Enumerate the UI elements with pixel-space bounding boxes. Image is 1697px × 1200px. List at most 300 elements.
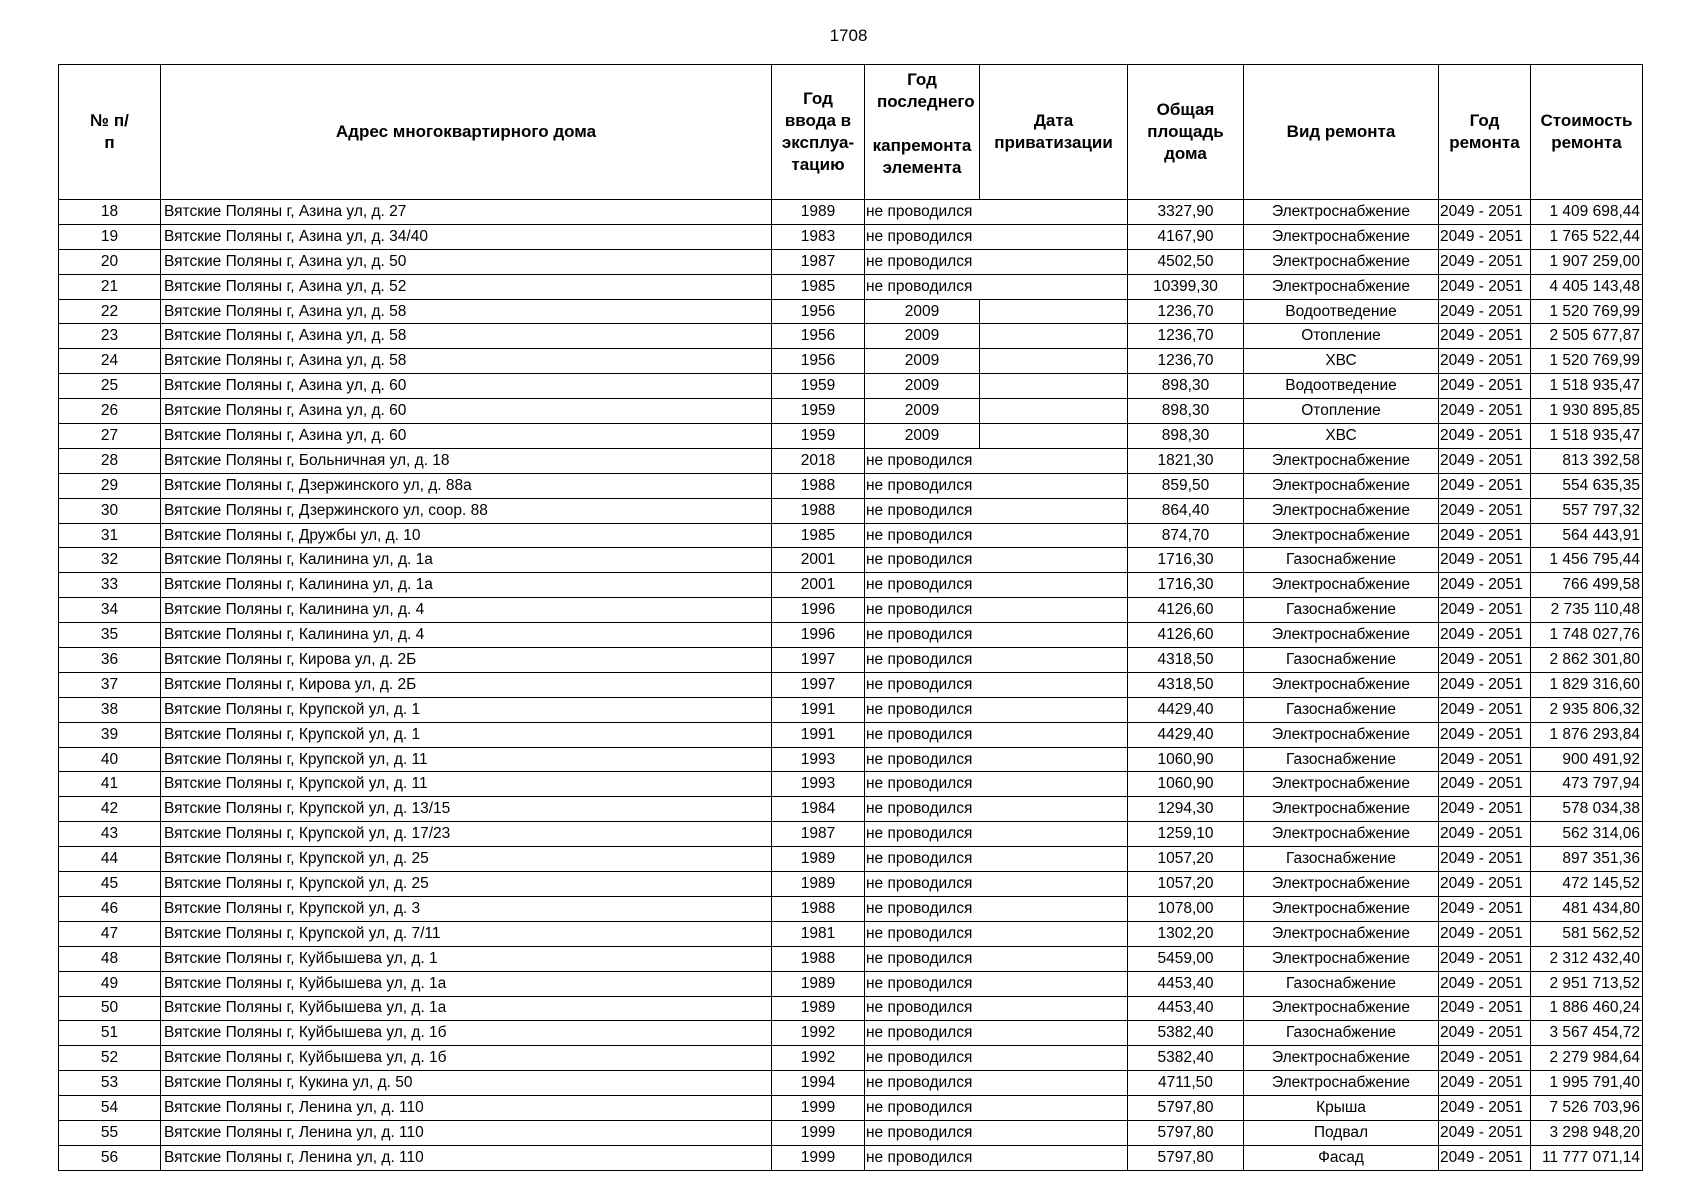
row-number: 25 xyxy=(59,374,161,399)
table-row xyxy=(59,424,1643,449)
row-privatization xyxy=(980,548,1128,573)
row-repair-year: 2049 - 2051 xyxy=(1439,448,1531,473)
row-privatization xyxy=(980,747,1128,772)
header-last-capital-repair xyxy=(865,65,980,200)
header-privatization: Дата приватизации xyxy=(980,65,1128,200)
row-year-built: 2001 xyxy=(772,548,865,573)
row-privatization xyxy=(980,872,1128,897)
row-address: Вятские Поляны г, Ленина ул, д. 110 xyxy=(161,1096,772,1121)
row-address: Вятские Поляны г, Кирова ул, д. 2Б xyxy=(161,672,772,697)
row-repair-year: 2049 - 2051 xyxy=(1439,772,1531,797)
row-repair-type: ХВС xyxy=(1244,349,1439,374)
table-row xyxy=(59,996,1643,1021)
row-number: 31 xyxy=(59,523,161,548)
row-repair-year: 2049 - 2051 xyxy=(1439,996,1531,1021)
row-number: 29 xyxy=(59,473,161,498)
row-privatization xyxy=(980,200,1128,225)
row-area: 4429,40 xyxy=(1128,697,1244,722)
row-cost: 897 351,36 xyxy=(1531,847,1643,872)
table-row xyxy=(59,299,1643,324)
table-row xyxy=(59,747,1643,772)
row-address: Вятские Поляны г, Крупской ул, д. 1 xyxy=(161,697,772,722)
row-privatization xyxy=(980,847,1128,872)
row-year-built: 1989 xyxy=(772,996,865,1021)
table-row xyxy=(59,249,1643,274)
row-cost: 3 298 948,20 xyxy=(1531,1120,1643,1145)
table-row xyxy=(59,946,1643,971)
row-number: 18 xyxy=(59,200,161,225)
row-privatization xyxy=(980,1145,1128,1170)
row-repair-type: Электроснабжение xyxy=(1244,996,1439,1021)
row-repair-type: Газоснабжение xyxy=(1244,697,1439,722)
row-privatization xyxy=(980,573,1128,598)
table-row xyxy=(59,374,1643,399)
row-last-cap: не проводился xyxy=(865,797,980,822)
row-repair-year: 2049 - 2051 xyxy=(1439,623,1531,648)
row-privatization xyxy=(980,896,1128,921)
row-area: 5459,00 xyxy=(1128,946,1244,971)
row-last-cap: не проводился xyxy=(865,498,980,523)
row-last-cap: не проводился xyxy=(865,573,980,598)
row-year-built: 1956 xyxy=(772,324,865,349)
table-row xyxy=(59,1021,1643,1046)
row-last-cap: не проводился xyxy=(865,921,980,946)
table-row xyxy=(59,598,1643,623)
row-year-built: 1959 xyxy=(772,374,865,399)
table-row xyxy=(59,672,1643,697)
row-cost: 813 392,58 xyxy=(1531,448,1643,473)
table-row xyxy=(59,448,1643,473)
row-repair-type: Электроснабжение xyxy=(1244,672,1439,697)
row-area: 898,30 xyxy=(1128,399,1244,424)
row-privatization xyxy=(980,523,1128,548)
row-privatization xyxy=(980,1046,1128,1071)
row-address: Вятские Поляны г, Кирова ул, д. 2Б xyxy=(161,648,772,673)
row-number: 45 xyxy=(59,872,161,897)
row-repair-type: Отопление xyxy=(1244,399,1439,424)
row-area: 1057,20 xyxy=(1128,872,1244,897)
row-number: 52 xyxy=(59,1046,161,1071)
row-privatization xyxy=(980,224,1128,249)
row-year-built: 2018 xyxy=(772,448,865,473)
row-year-built: 1985 xyxy=(772,523,865,548)
row-last-cap: не проводился xyxy=(865,249,980,274)
row-address: Вятские Поляны г, Калинина ул, д. 1а xyxy=(161,548,772,573)
row-repair-year: 2049 - 2051 xyxy=(1439,872,1531,897)
row-repair-year: 2049 - 2051 xyxy=(1439,424,1531,449)
row-area: 1716,30 xyxy=(1128,548,1244,573)
row-area: 3327,90 xyxy=(1128,200,1244,225)
row-area: 1236,70 xyxy=(1128,299,1244,324)
row-address: Вятские Поляны г, Азина ул, д. 34/40 xyxy=(161,224,772,249)
header-repair-year: Год ремонта xyxy=(1439,65,1531,200)
table-row xyxy=(59,772,1643,797)
row-cost: 578 034,38 xyxy=(1531,797,1643,822)
row-address: Вятские Поляны г, Азина ул, д. 60 xyxy=(161,399,772,424)
row-privatization xyxy=(980,921,1128,946)
row-year-built: 1989 xyxy=(772,847,865,872)
row-cost: 1 995 791,40 xyxy=(1531,1071,1643,1096)
row-area: 5797,80 xyxy=(1128,1096,1244,1121)
row-cost: 1 930 895,85 xyxy=(1531,399,1643,424)
row-repair-year: 2049 - 2051 xyxy=(1439,324,1531,349)
row-cost: 766 499,58 xyxy=(1531,573,1643,598)
row-year-built: 1996 xyxy=(772,598,865,623)
row-repair-year: 2049 - 2051 xyxy=(1439,697,1531,722)
table-row xyxy=(59,224,1643,249)
row-area: 10399,30 xyxy=(1128,274,1244,299)
row-repair-type: Электроснабжение xyxy=(1244,573,1439,598)
row-repair-year: 2049 - 2051 xyxy=(1439,200,1531,225)
table-row xyxy=(59,1046,1643,1071)
row-privatization xyxy=(980,648,1128,673)
row-privatization xyxy=(980,971,1128,996)
row-privatization xyxy=(980,448,1128,473)
row-cost: 1 886 460,24 xyxy=(1531,996,1643,1021)
row-address: Вятские Поляны г, Крупской ул, д. 11 xyxy=(161,747,772,772)
row-cost: 1 829 316,60 xyxy=(1531,672,1643,697)
row-address: Вятские Поляны г, Дзержинского ул, соор. 88 xyxy=(161,498,772,523)
row-cost: 900 491,92 xyxy=(1531,747,1643,772)
row-repair-year: 2049 - 2051 xyxy=(1439,498,1531,523)
row-year-built: 1999 xyxy=(772,1096,865,1121)
row-repair-year: 2049 - 2051 xyxy=(1439,1145,1531,1170)
table-row xyxy=(59,847,1643,872)
row-repair-year: 2049 - 2051 xyxy=(1439,374,1531,399)
row-repair-year: 2049 - 2051 xyxy=(1439,573,1531,598)
row-number: 46 xyxy=(59,896,161,921)
row-cost: 1 456 795,44 xyxy=(1531,548,1643,573)
row-repair-type: Газоснабжение xyxy=(1244,598,1439,623)
row-privatization xyxy=(980,797,1128,822)
row-repair-year: 2049 - 2051 xyxy=(1439,299,1531,324)
row-privatization xyxy=(980,274,1128,299)
row-year-built: 1992 xyxy=(772,1021,865,1046)
table-row xyxy=(59,797,1643,822)
row-repair-year: 2049 - 2051 xyxy=(1439,473,1531,498)
table-row xyxy=(59,896,1643,921)
row-area: 1716,30 xyxy=(1128,573,1244,598)
header-num: № п/п xyxy=(59,65,161,200)
header-year-built: Год ввода в эксплуа-тацию xyxy=(772,65,865,200)
row-year-built: 1985 xyxy=(772,274,865,299)
row-privatization xyxy=(980,374,1128,399)
row-year-built: 1988 xyxy=(772,946,865,971)
row-address: Вятские Поляны г, Кукина ул, д. 50 xyxy=(161,1071,772,1096)
row-last-cap: не проводился xyxy=(865,224,980,249)
row-number: 32 xyxy=(59,548,161,573)
row-last-cap: не проводился xyxy=(865,822,980,847)
row-number: 24 xyxy=(59,349,161,374)
row-privatization xyxy=(980,623,1128,648)
row-privatization xyxy=(980,772,1128,797)
row-cost: 2 505 677,87 xyxy=(1531,324,1643,349)
row-privatization xyxy=(980,722,1128,747)
row-year-built: 1988 xyxy=(772,896,865,921)
row-cost: 1 765 522,44 xyxy=(1531,224,1643,249)
row-repair-year: 2049 - 2051 xyxy=(1439,274,1531,299)
row-year-built: 1956 xyxy=(772,349,865,374)
row-repair-year: 2049 - 2051 xyxy=(1439,921,1531,946)
row-number: 30 xyxy=(59,498,161,523)
row-number: 36 xyxy=(59,648,161,673)
row-area: 4318,50 xyxy=(1128,672,1244,697)
row-repair-year: 2049 - 2051 xyxy=(1439,1071,1531,1096)
header-area: Общая площадь дома xyxy=(1128,65,1244,200)
row-privatization xyxy=(980,996,1128,1021)
table-row xyxy=(59,1071,1643,1096)
row-area: 1236,70 xyxy=(1128,349,1244,374)
row-privatization xyxy=(980,697,1128,722)
row-repair-year: 2049 - 2051 xyxy=(1439,1120,1531,1145)
row-number: 44 xyxy=(59,847,161,872)
row-address: Вятские Поляны г, Азина ул, д. 58 xyxy=(161,299,772,324)
row-number: 20 xyxy=(59,249,161,274)
row-cost: 1 520 769,99 xyxy=(1531,349,1643,374)
row-repair-type: Электроснабжение xyxy=(1244,772,1439,797)
row-repair-year: 2049 - 2051 xyxy=(1439,598,1531,623)
row-privatization xyxy=(980,1096,1128,1121)
row-address: Вятские Поляны г, Азина ул, д. 58 xyxy=(161,324,772,349)
row-repair-year: 2049 - 2051 xyxy=(1439,747,1531,772)
row-area: 1259,10 xyxy=(1128,822,1244,847)
row-address: Вятские Поляны г, Крупской ул, д. 13/15 xyxy=(161,797,772,822)
row-address: Вятские Поляны г, Крупской ул, д. 3 xyxy=(161,896,772,921)
repair-table xyxy=(58,64,1643,1171)
table-row xyxy=(59,648,1643,673)
row-area: 898,30 xyxy=(1128,374,1244,399)
row-repair-type: ХВС xyxy=(1244,424,1439,449)
row-number: 21 xyxy=(59,274,161,299)
row-number: 49 xyxy=(59,971,161,996)
table-row xyxy=(59,822,1643,847)
row-repair-type: Электроснабжение xyxy=(1244,249,1439,274)
row-repair-type: Газоснабжение xyxy=(1244,847,1439,872)
table-body xyxy=(59,200,1643,1171)
row-area: 864,40 xyxy=(1128,498,1244,523)
header-address: Адрес многоквартирного дома xyxy=(161,65,772,200)
row-last-cap: не проводился xyxy=(865,274,980,299)
row-year-built: 1987 xyxy=(772,249,865,274)
table-row xyxy=(59,971,1643,996)
row-area: 898,30 xyxy=(1128,424,1244,449)
row-address: Вятские Поляны г, Куйбышева ул, д. 1а xyxy=(161,971,772,996)
row-last-cap: 2009 xyxy=(865,424,980,449)
table-row xyxy=(59,498,1643,523)
row-repair-type: Электроснабжение xyxy=(1244,498,1439,523)
row-address: Вятские Поляны г, Азина ул, д. 60 xyxy=(161,424,772,449)
row-number: 38 xyxy=(59,697,161,722)
row-repair-type: Электроснабжение xyxy=(1244,822,1439,847)
row-year-built: 1987 xyxy=(772,822,865,847)
row-address: Вятские Поляны г, Крупской ул, д. 11 xyxy=(161,772,772,797)
row-address: Вятские Поляны г, Крупской ул, д. 25 xyxy=(161,847,772,872)
row-area: 5382,40 xyxy=(1128,1046,1244,1071)
row-year-built: 1989 xyxy=(772,200,865,225)
row-repair-type: Электроснабжение xyxy=(1244,722,1439,747)
row-last-cap: не проводился xyxy=(865,523,980,548)
row-privatization xyxy=(980,822,1128,847)
row-last-cap: 2009 xyxy=(865,399,980,424)
row-repair-type: Электроснабжение xyxy=(1244,623,1439,648)
row-last-cap: не проводился xyxy=(865,623,980,648)
row-year-built: 2001 xyxy=(772,573,865,598)
row-address: Вятские Поляны г, Больничная ул, д. 18 xyxy=(161,448,772,473)
row-number: 40 xyxy=(59,747,161,772)
row-number: 51 xyxy=(59,1021,161,1046)
row-last-cap: не проводился xyxy=(865,672,980,697)
row-number: 27 xyxy=(59,424,161,449)
row-year-built: 1994 xyxy=(772,1071,865,1096)
row-address: Вятские Поляны г, Крупской ул, д. 7/11 xyxy=(161,921,772,946)
row-address: Вятские Поляны г, Калинина ул, д. 4 xyxy=(161,623,772,648)
row-area: 4126,60 xyxy=(1128,598,1244,623)
row-repair-year: 2049 - 2051 xyxy=(1439,971,1531,996)
table-row xyxy=(59,523,1643,548)
row-number: 34 xyxy=(59,598,161,623)
row-repair-type: Электроснабжение xyxy=(1244,872,1439,897)
row-privatization xyxy=(980,672,1128,697)
row-cost: 7 526 703,96 xyxy=(1531,1096,1643,1121)
row-area: 1294,30 xyxy=(1128,797,1244,822)
row-last-cap: не проводился xyxy=(865,473,980,498)
row-year-built: 1959 xyxy=(772,399,865,424)
row-cost: 1 907 259,00 xyxy=(1531,249,1643,274)
row-number: 26 xyxy=(59,399,161,424)
row-area: 4502,50 xyxy=(1128,249,1244,274)
row-area: 1236,70 xyxy=(1128,324,1244,349)
row-repair-type: Отопление xyxy=(1244,324,1439,349)
row-privatization xyxy=(980,399,1128,424)
row-address: Вятские Поляны г, Крупской ул, д. 1 xyxy=(161,722,772,747)
row-area: 874,70 xyxy=(1128,523,1244,548)
row-address: Вятские Поляны г, Азина ул, д. 27 xyxy=(161,200,772,225)
row-address: Вятские Поляны г, Крупской ул, д. 17/23 xyxy=(161,822,772,847)
table-header xyxy=(59,65,1643,200)
row-number: 53 xyxy=(59,1071,161,1096)
row-privatization xyxy=(980,249,1128,274)
row-repair-type: Электроснабжение xyxy=(1244,523,1439,548)
row-privatization xyxy=(980,424,1128,449)
row-last-cap: не проводился xyxy=(865,448,980,473)
row-area: 1821,30 xyxy=(1128,448,1244,473)
row-repair-type: Газоснабжение xyxy=(1244,548,1439,573)
row-repair-year: 2049 - 2051 xyxy=(1439,1046,1531,1071)
row-area: 4429,40 xyxy=(1128,722,1244,747)
row-last-cap: не проводился xyxy=(865,648,980,673)
row-number: 55 xyxy=(59,1120,161,1145)
header-cost: Стоимость ремонта xyxy=(1531,65,1643,200)
row-number: 37 xyxy=(59,672,161,697)
row-repair-type: Электроснабжение xyxy=(1244,797,1439,822)
row-address: Вятские Поляны г, Дзержинского ул, д. 88а xyxy=(161,473,772,498)
row-privatization xyxy=(980,946,1128,971)
table-row xyxy=(59,324,1643,349)
row-last-cap: 2009 xyxy=(865,349,980,374)
row-last-cap: не проводился xyxy=(865,872,980,897)
row-year-built: 1993 xyxy=(772,747,865,772)
row-repair-type: Электроснабжение xyxy=(1244,1046,1439,1071)
row-last-cap: 2009 xyxy=(865,299,980,324)
row-repair-type: Крыша xyxy=(1244,1096,1439,1121)
row-year-built: 1981 xyxy=(772,921,865,946)
row-last-cap: не проводился xyxy=(865,1145,980,1170)
row-address: Вятские Поляны г, Калинина ул, д. 1а xyxy=(161,573,772,598)
row-repair-type: Электроснабжение xyxy=(1244,274,1439,299)
row-repair-year: 2049 - 2051 xyxy=(1439,1096,1531,1121)
table-row xyxy=(59,1096,1643,1121)
table-row xyxy=(59,872,1643,897)
row-address: Вятские Поляны г, Куйбышева ул, д. 1б xyxy=(161,1046,772,1071)
row-area: 1078,00 xyxy=(1128,896,1244,921)
row-cost: 481 434,80 xyxy=(1531,896,1643,921)
row-repair-type: Электроснабжение xyxy=(1244,1071,1439,1096)
table-row xyxy=(59,573,1643,598)
row-last-cap: не проводился xyxy=(865,971,980,996)
row-repair-year: 2049 - 2051 xyxy=(1439,1021,1531,1046)
header-last-cap-top: Год последнего xyxy=(877,70,975,111)
row-number: 19 xyxy=(59,224,161,249)
row-privatization xyxy=(980,1021,1128,1046)
row-repair-year: 2049 - 2051 xyxy=(1439,672,1531,697)
row-repair-type: Электроснабжение xyxy=(1244,473,1439,498)
row-year-built: 1996 xyxy=(772,623,865,648)
row-year-built: 1993 xyxy=(772,772,865,797)
row-repair-type: Газоснабжение xyxy=(1244,648,1439,673)
row-number: 47 xyxy=(59,921,161,946)
row-year-built: 1999 xyxy=(772,1145,865,1170)
row-area: 1060,90 xyxy=(1128,747,1244,772)
row-repair-type: Водоотведение xyxy=(1244,374,1439,399)
table-row xyxy=(59,548,1643,573)
header-last-cap-bottom: капремонта элемента xyxy=(872,136,972,177)
row-privatization xyxy=(980,473,1128,498)
row-number: 23 xyxy=(59,324,161,349)
row-last-cap: не проводился xyxy=(865,722,980,747)
row-cost: 472 145,52 xyxy=(1531,872,1643,897)
row-cost: 2 862 301,80 xyxy=(1531,648,1643,673)
row-repair-type: Водоотведение xyxy=(1244,299,1439,324)
row-repair-type: Электроснабжение xyxy=(1244,448,1439,473)
row-area: 4318,50 xyxy=(1128,648,1244,673)
row-repair-type: Подвал xyxy=(1244,1120,1439,1145)
row-repair-year: 2049 - 2051 xyxy=(1439,349,1531,374)
row-address: Вятские Поляны г, Азина ул, д. 50 xyxy=(161,249,772,274)
row-privatization xyxy=(980,299,1128,324)
row-last-cap: 2009 xyxy=(865,374,980,399)
row-year-built: 1988 xyxy=(772,498,865,523)
row-repair-type: Фасад xyxy=(1244,1145,1439,1170)
row-address: Вятские Поляны г, Куйбышева ул, д. 1 xyxy=(161,946,772,971)
row-number: 22 xyxy=(59,299,161,324)
row-area: 4453,40 xyxy=(1128,971,1244,996)
table-row xyxy=(59,697,1643,722)
row-last-cap: не проводился xyxy=(865,996,980,1021)
table-row xyxy=(59,722,1643,747)
row-number: 48 xyxy=(59,946,161,971)
page-number: 1708 xyxy=(829,26,868,45)
row-area: 1057,20 xyxy=(1128,847,1244,872)
row-cost: 564 443,91 xyxy=(1531,523,1643,548)
header-repair-type: Вид ремонта xyxy=(1244,65,1439,200)
row-number: 35 xyxy=(59,623,161,648)
row-repair-year: 2049 - 2051 xyxy=(1439,249,1531,274)
row-number: 28 xyxy=(59,448,161,473)
row-repair-type: Газоснабжение xyxy=(1244,747,1439,772)
table-row xyxy=(59,399,1643,424)
row-last-cap: не проводился xyxy=(865,946,980,971)
row-last-cap: не проводился xyxy=(865,1046,980,1071)
